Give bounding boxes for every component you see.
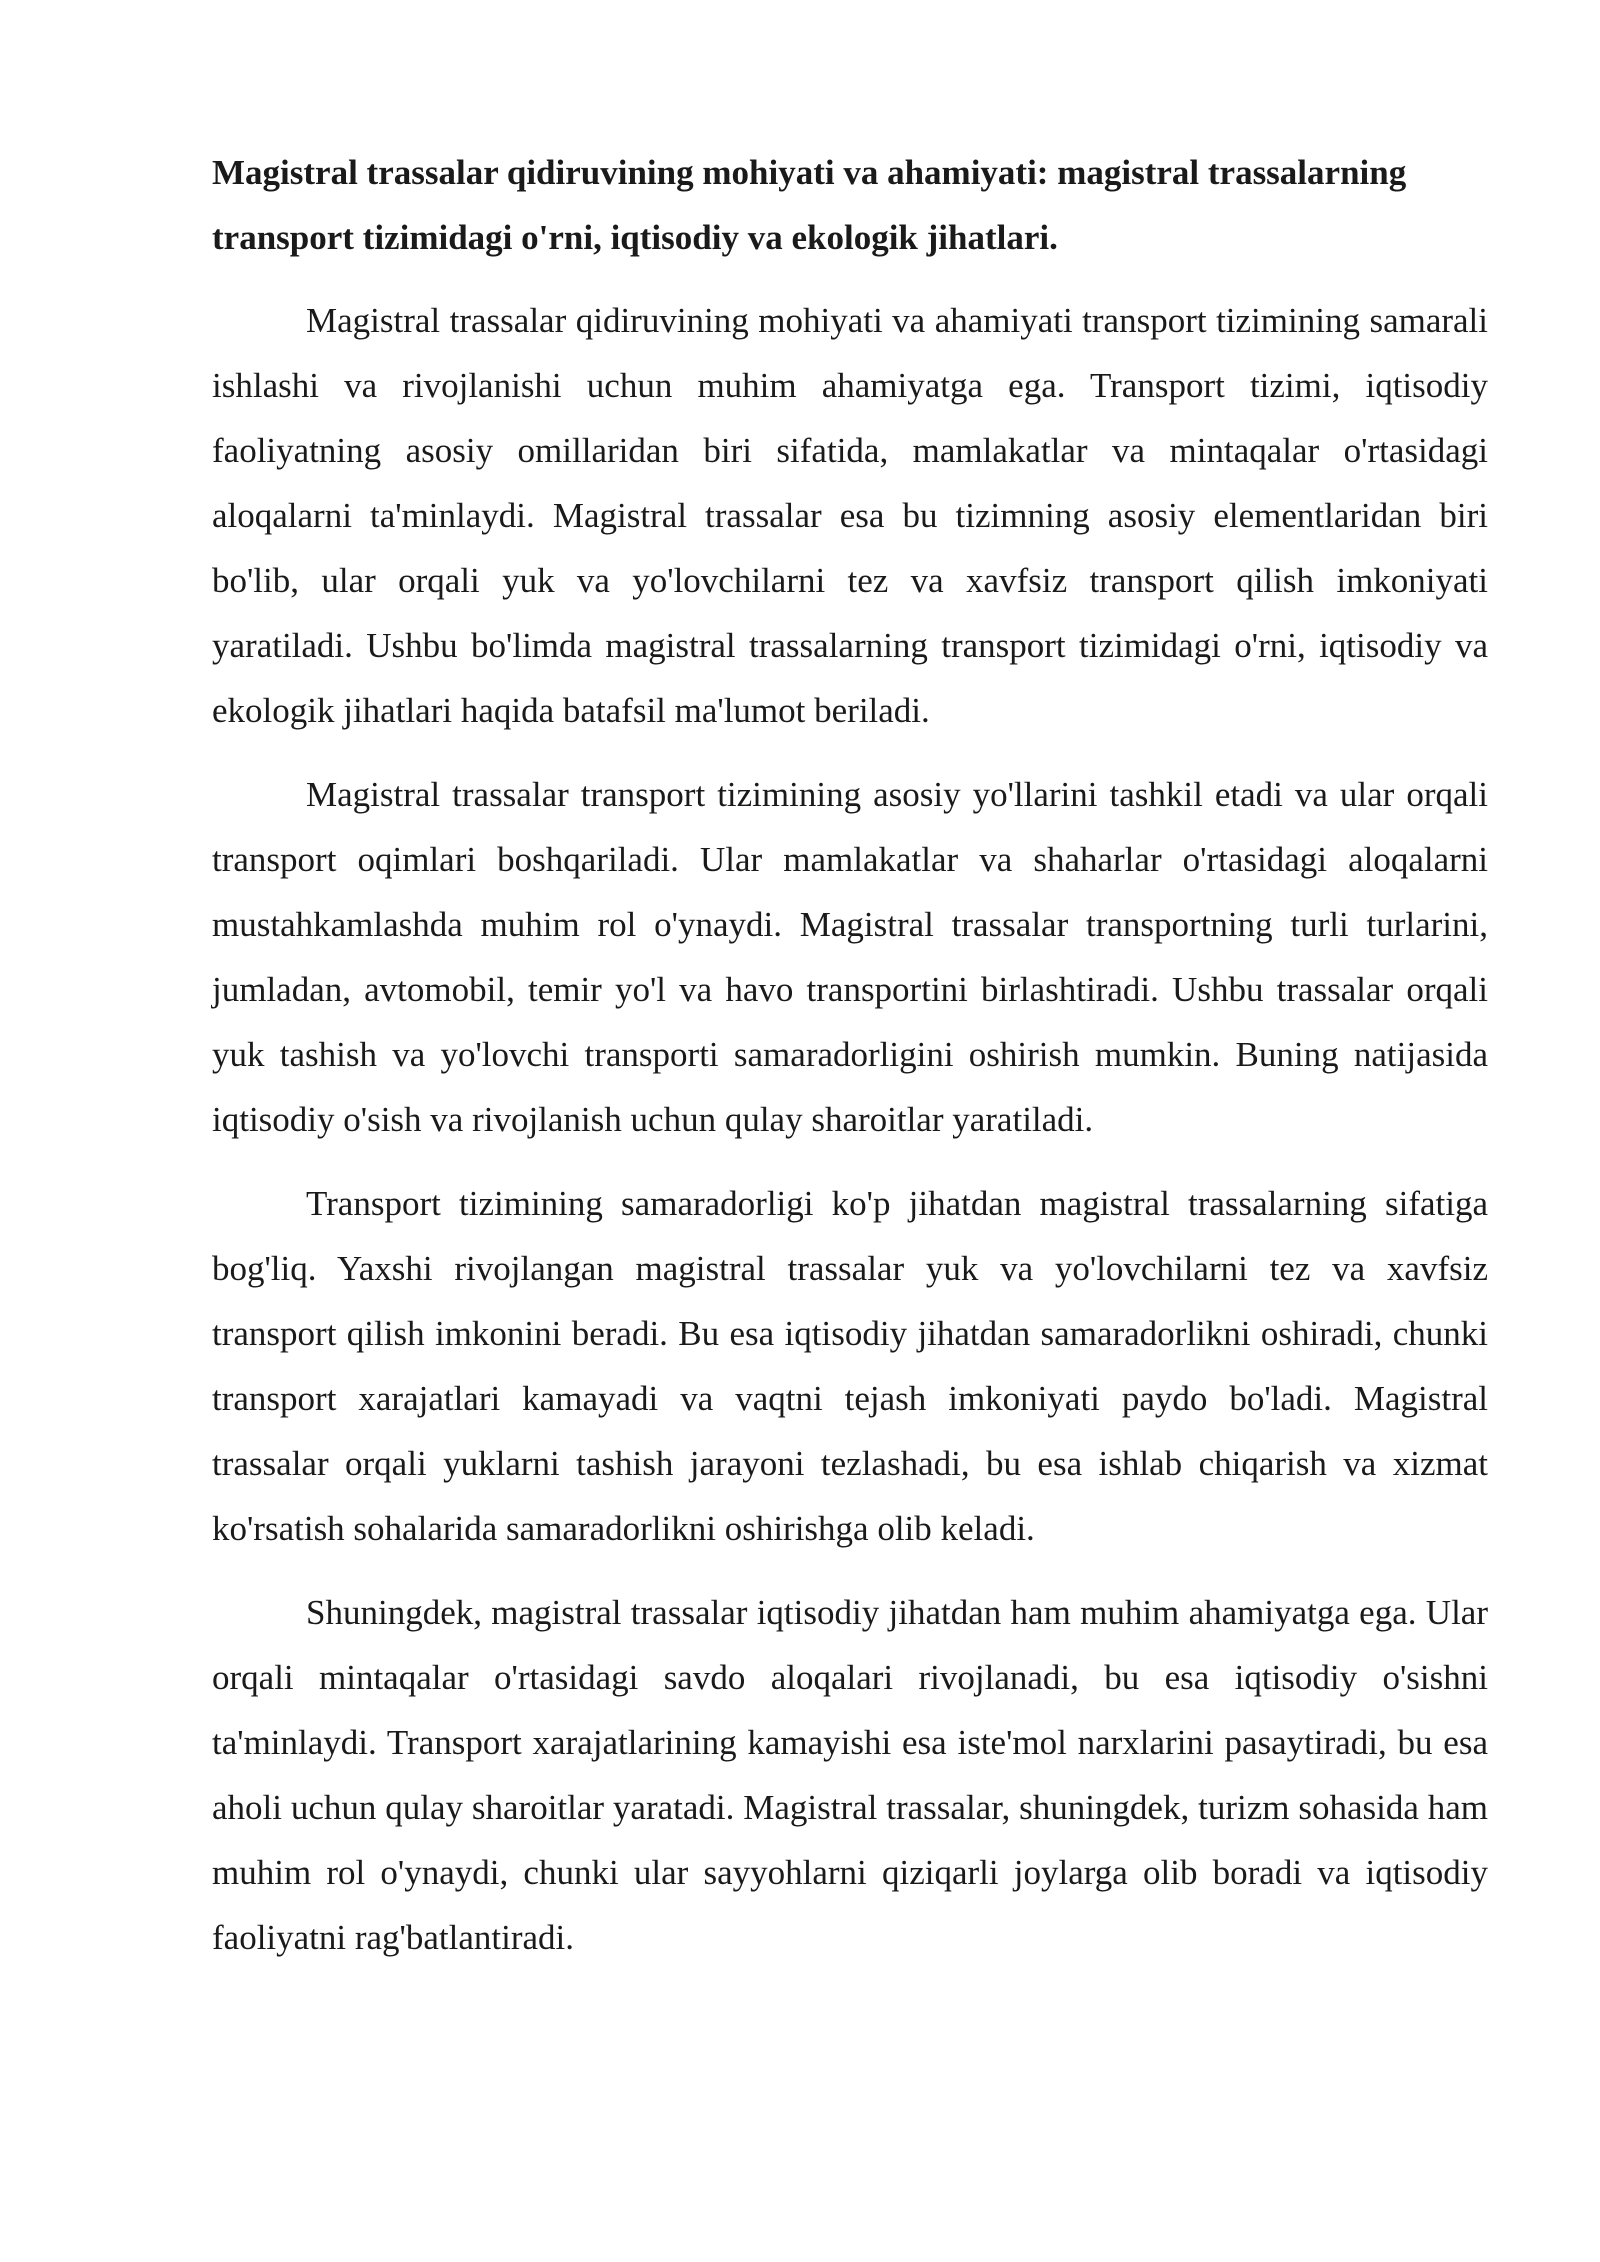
section-heading: Magistral trassalar qidiruvining mohiyati va ahamiyati: magistral trassalarning transport tizimidagi o'rni, iqtisodiy va ekologik jihatlari.	[212, 153, 1407, 257]
paragraph-1: Magistral trassalar qidiruvining mohiyati va ahamiyati transport tizimining samarali ishlashi va rivojlanishi uchun muhim ahamiyatga ega. Transport tizimi, iqtisodiy faoliyatning asosiy omillaridan biri sifatida, mamlakatlar va mintaqalar o'rtasidagi aloqalarni ta'minlaydi. Magistral trassalar esa bu tizimning asosiy elementlaridan biri bo'lib, ular orqali yuk va yo'lovchilarni tez va xavfsiz transport qilish imkoniyati yaratiladi. Ushbu bo'limda magistral trassalarning transport tizimidagi o'rni, iqtisodiy va ekologik jihatlari haqida batafsil ma'lumot beriladi.	[212, 301, 1488, 730]
paragraph-4: Shuningdek, magistral trassalar iqtisodiy jihatdan ham muhim ahamiyatga ega. Ular orqali mintaqalar o'rtasidagi savdo aloqalari rivojlanadi, bu esa iqtisodiy o'sishni ta'minlaydi. Transport xarajatlarining kamayishi esa iste'mol narxlarini pasaytiradi, bu esa aholi uchun qulay sharoitlar yaratadi. Magistral trassalar, shuningdek, turizm sohasida ham muhim rol o'ynaydi, chunki ular sayyohlarni qiziqarli joylarga olib boradi va iqtisodiy faoliyatni rag'batlantiradi.	[212, 1593, 1488, 1957]
paragraph-2: Magistral trassalar transport tizimining asosiy yo'llarini tashkil etadi va ular orqali transport oqimlari boshqariladi. Ular mamlakatlar va shaharlar o'rtasidagi aloqalarni mustahkamlashda muhim rol o'ynaydi. Magistral trassalar transportning turli turlarini, jumladan, avtomobil, temir yo'l va havo transportini birlashtiradi. Ushbu trassalar orqali yuk tashish va yo'lovchi transporti samaradorligini oshirish mumkin. Buning natijasida iqtisodiy o'sish va rivojlanish uchun qulay sharoitlar yaratiladi.	[212, 775, 1488, 1139]
paragraph-3: Transport tizimining samaradorligi ko'p jihatdan magistral trassalarning sifatiga bog'liq. Yaxshi rivojlangan magistral trassalar yuk va yo'lovchilarni tez va xavfsiz transport qilish imkonini beradi. Bu esa iqtisodiy jihatdan samaradorlikni oshiradi, chunki transport xarajatlari kamayadi va vaqtni tejash imkoniyati paydo bo'ladi. Magistral trassalar orqali yuklarni tashish jarayoni tezlashadi, bu esa ishlab chiqarish va xizmat ko'rsatish sohalarida samaradorlikni oshirishga olib keladi.	[212, 1184, 1488, 1548]
document-body	[212, 140, 1488, 1989]
